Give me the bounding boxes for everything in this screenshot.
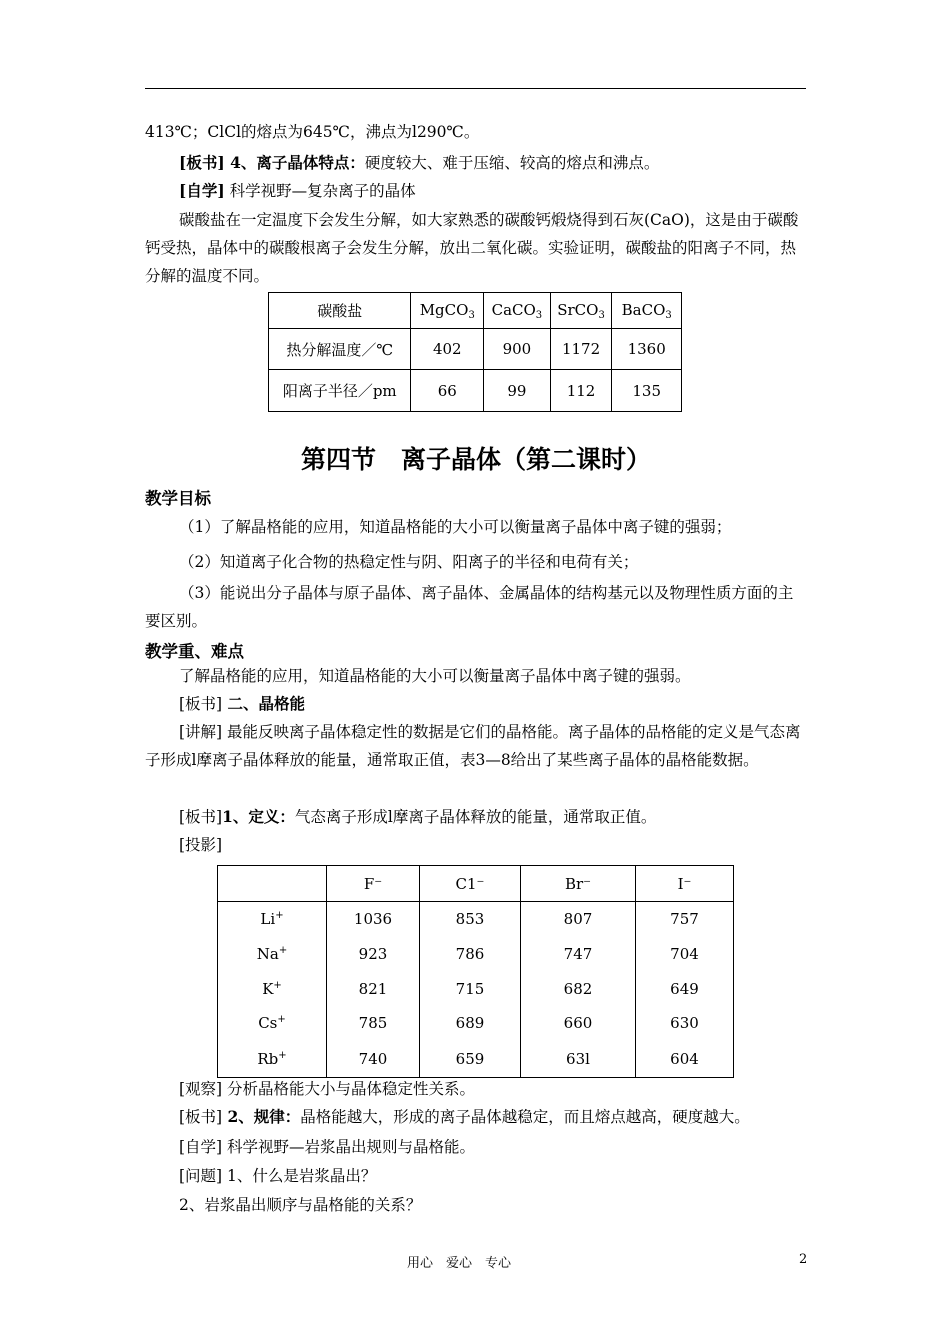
- ion-cell: Cs+: [218, 1006, 327, 1041]
- goal-item: （1）了解晶格能的应用，知道晶格能的大小可以衡量离子晶体中离子键的强弱；: [179, 518, 732, 536]
- table-header-cell: CaCO$_3$: [484, 293, 551, 329]
- goals-heading: 教学目标: [145, 489, 211, 508]
- table-header-cell: F⁻: [327, 866, 420, 902]
- table-cell: 704: [636, 937, 734, 972]
- observe-line: [观察] 分析晶格能大小与晶体稳定性关系。: [179, 1080, 476, 1098]
- table-row: [269, 293, 682, 329]
- table-cell: 785: [327, 1006, 420, 1041]
- table-row: [218, 866, 734, 902]
- table-cell: 1036: [327, 902, 420, 937]
- page-footer: 用心 爱心 专心: [407, 1256, 512, 1271]
- table-cell: 1172: [550, 329, 612, 370]
- table-header-cell: Br⁻: [521, 866, 636, 902]
- goal-item: （3）能说出分子晶体与原子晶体、离子晶体、金属晶体的结构基元以及物理性质方面的主要区别。: [145, 584, 794, 630]
- projection-label: [投影]: [179, 836, 223, 854]
- table-row-label: 热分解温度／℃: [269, 329, 411, 370]
- table-row: [218, 937, 734, 972]
- focus-heading: 教学重、难点: [145, 642, 244, 661]
- carbonate-paragraph: 碳酸盐在一定温度下会发生分解，如大家熟悉的碳酸钙煅烧得到石灰(CaO)，这是由于碳酸钙受热，晶体中的碳酸根离子会发生分解，放出二氧化碳。实验证明，碳酸盐的阳离子不同，热分解的温度不同。: [145, 211, 799, 285]
- table-cell: 853: [420, 902, 521, 937]
- ion-cell: Rb+: [218, 1041, 327, 1078]
- page-number: 2: [799, 1252, 808, 1267]
- table-cell: 923: [327, 937, 420, 972]
- self-study-text: 科学视野—复杂离子的晶体: [224, 182, 416, 200]
- carbonate-table: [268, 292, 682, 412]
- board-text: 硬度较大、难于压缩、较高的熔点和沸点。: [364, 154, 660, 172]
- table-cell: 900: [484, 329, 551, 370]
- table-cell: 1360: [612, 329, 682, 370]
- table-header-cell: 碳酸盐: [269, 293, 411, 329]
- table-row: [269, 370, 682, 412]
- ion-cell: Li+: [218, 902, 327, 937]
- question-2: 2、岩浆晶出顺序与晶格能的关系？: [179, 1196, 422, 1214]
- table-row: [269, 329, 682, 370]
- table-header-cell: I⁻: [636, 866, 734, 902]
- table-cell: 659: [420, 1041, 521, 1078]
- table-cell: 63l: [521, 1041, 636, 1078]
- table-header-cell: C1⁻: [420, 866, 521, 902]
- table-cell: 689: [420, 1006, 521, 1041]
- table-row-label: 阳离子半径／pm: [269, 370, 411, 412]
- text-line-melting-point: 413℃；ClCl的熔点为645℃，沸点为l290℃。: [145, 123, 480, 141]
- table-header-cell: SrCO$_3$: [550, 293, 612, 329]
- table-cell: 740: [327, 1041, 420, 1078]
- table-cell: 99: [484, 370, 551, 412]
- table-cell: 786: [420, 937, 521, 972]
- ion-cell: K+: [218, 972, 327, 1006]
- ion-cell: Na+: [218, 937, 327, 972]
- table-cell: 66: [411, 370, 484, 412]
- header-rule: [145, 88, 806, 89]
- lecture-paragraph: [讲解] 最能反映离子晶体稳定性的数据是它们的晶格能。离子晶体的品格能的定义是气态离子形成l摩离子晶体释放的能量，通常取正值，表3—8给出了某些离子晶体的晶格能数据。: [145, 723, 801, 769]
- table-cell: 135: [612, 370, 682, 412]
- table-header-cell: MgCO$_3$: [411, 293, 484, 329]
- table-row: [218, 1041, 734, 1078]
- question-1: [问题] 1、什么是岩浆晶出？: [179, 1167, 377, 1185]
- table-cell: 821: [327, 972, 420, 1006]
- table-header-cell: [218, 866, 327, 902]
- lattice-energy-table: [217, 865, 734, 1078]
- table-cell: 807: [521, 902, 636, 937]
- table-cell: 630: [636, 1006, 734, 1041]
- board-note-definition: [板书]1、定义：气态离子形成l摩离子晶体释放的能量，通常取正值。: [179, 807, 657, 826]
- table-row: [218, 972, 734, 1006]
- board-note-rule: [板书] 2、规律：晶格能越大，形成的离子晶体越稳定，而且熔点越高，硬度越大。: [179, 1107, 750, 1126]
- section-title: 第四节 离子晶体（第二课时）: [300, 445, 651, 474]
- table-row: [218, 1006, 734, 1041]
- board-tag: [板书] 4、离子晶体特点：: [179, 153, 365, 172]
- table-cell: 112: [550, 370, 612, 412]
- self-study-line: [145, 177, 807, 205]
- table-header-cell: BaCO$_3$: [612, 293, 682, 329]
- self-study-line-2: [自学] 科学视野—岩浆晶出规则与晶格能。: [179, 1138, 476, 1156]
- focus-text: 了解晶格能的应用，知道晶格能的大小可以衡量离子晶体中离子键的强弱。: [179, 667, 691, 685]
- table-cell: 649: [636, 972, 734, 1006]
- table-cell: 682: [521, 972, 636, 1006]
- table-cell: 747: [521, 937, 636, 972]
- table-row: [218, 902, 734, 937]
- table-cell: 757: [636, 902, 734, 937]
- table-cell: 660: [521, 1006, 636, 1041]
- goal-item: （2）知道离子化合物的热稳定性与阴、阳离子的半径和电荷有关；: [179, 553, 639, 571]
- table-cell: 715: [420, 972, 521, 1006]
- self-study-tag: [自学]: [179, 181, 225, 200]
- board-note-lattice-energy: [板书] 二、晶格能: [179, 694, 306, 713]
- table-cell: 604: [636, 1041, 734, 1078]
- board-note-crystal-features: [145, 149, 807, 177]
- table-cell: 402: [411, 329, 484, 370]
